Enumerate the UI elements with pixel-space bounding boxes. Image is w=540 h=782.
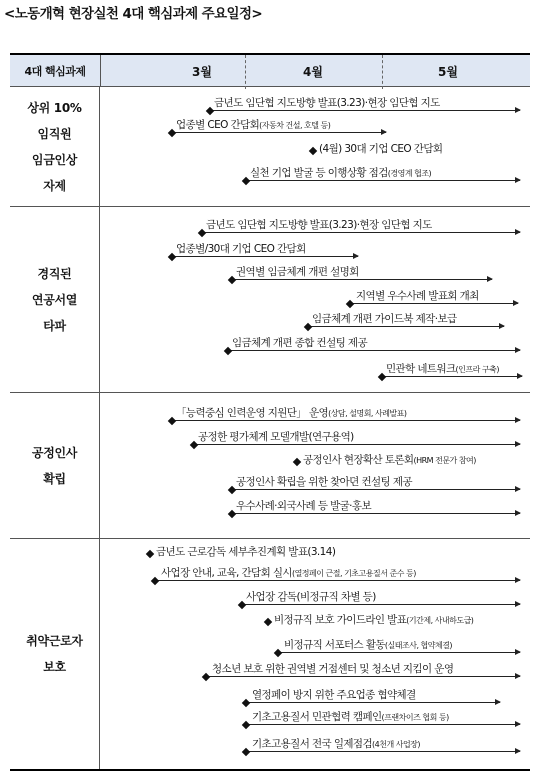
- timeline-line: [232, 279, 492, 280]
- arrow-head-icon: [515, 177, 521, 183]
- arrow-head-icon: [517, 373, 523, 379]
- start-marker: [206, 107, 214, 115]
- item-note: (경영계 협조): [387, 169, 432, 178]
- timeline-line: [350, 303, 518, 304]
- item-note: (4천개 사업장): [372, 740, 421, 749]
- schedule-item: [232, 262, 492, 282]
- section-label-line: 자제: [43, 178, 66, 193]
- section-label-line: 임금인상: [31, 152, 78, 167]
- section-label: [10, 87, 100, 206]
- item-text: [252, 711, 449, 724]
- section-label-line: 확립: [43, 471, 66, 486]
- item-text: 공정한 평가체계 모델개발(연구용역): [198, 431, 354, 443]
- timeline-line: [246, 724, 520, 725]
- timeline-line: [194, 444, 520, 445]
- item-text: 금년도 임단협 지도방향 발표(3.23)·현장 임단협 지도: [214, 97, 440, 109]
- item-note: (자동차 건설, 호텔 등): [259, 121, 331, 130]
- item-title: 실천 기업 발굴 등 이행상황 점검: [250, 167, 388, 179]
- timeline-line: [246, 702, 500, 703]
- section-label-line: 임직원: [37, 126, 72, 141]
- item-title: 사업장 안내, 교육, 간담회 실시: [161, 567, 292, 579]
- arrow-head-icon: [515, 417, 521, 423]
- start-marker: [228, 510, 236, 518]
- month-divider: [245, 55, 246, 89]
- section-fair-hr: [10, 393, 530, 539]
- start-marker: [168, 417, 176, 425]
- item-note: (인프라 구축): [455, 365, 499, 374]
- start-marker: [202, 673, 210, 681]
- item-text: 사업장 감독(비정규직 차별 등): [246, 591, 376, 603]
- start-marker: [228, 486, 236, 494]
- arrow-head-icon: [353, 253, 359, 259]
- start-marker: [242, 177, 250, 185]
- item-text: 우수사례·외국사례 등 발굴·홍보: [236, 500, 372, 512]
- timeline-line: [172, 420, 520, 421]
- month-march: 3월: [192, 65, 212, 79]
- timeline-line: [232, 513, 520, 514]
- item-note: (열정페이 근절, 기초고용질서 준수 등): [291, 569, 416, 578]
- item-note: (HRM 전문가 참여): [413, 456, 476, 465]
- section-top-wage-restraint: [10, 87, 530, 207]
- schedule-item: [278, 635, 520, 655]
- schedule-item: [246, 163, 520, 183]
- start-marker: [378, 373, 386, 381]
- section-label-line: 타파: [43, 318, 66, 333]
- item-title: 비정규직 서포터스 활동: [284, 639, 385, 651]
- arrow-head-icon: [515, 748, 521, 754]
- page-title: <노동개혁 현장실천 4대 핵심과제 주요일정>: [4, 6, 263, 22]
- arrow-head-icon: [515, 673, 521, 679]
- timeline-line: [232, 489, 520, 490]
- arrow-head-icon: [487, 276, 493, 282]
- item-text: 금년도 근로감독 세부추진계획 발표(3.14): [156, 546, 336, 558]
- arrow-head-icon: [515, 601, 521, 607]
- item-text: [303, 454, 476, 467]
- schedule-item: [172, 239, 358, 259]
- item-title: 민관학 네트워크: [386, 363, 456, 375]
- arrow-head-icon: [515, 347, 521, 353]
- item-title: 「능력중심 인력운영 지원단」 운영: [176, 407, 329, 419]
- timeline-line: [206, 676, 520, 677]
- schedule-item: [246, 707, 520, 727]
- schedule-table: [10, 53, 530, 771]
- timeline-line: [246, 180, 520, 181]
- item-text: 열정페이 방지 위한 주요업종 협약체결: [252, 689, 416, 701]
- section-label: [10, 539, 100, 769]
- schedule-item: [350, 286, 518, 306]
- item-title: 비정규직 보호 가이드라인 발표: [274, 614, 407, 626]
- item-title: 기초고용질서 민관협력 캠페인: [252, 711, 382, 723]
- schedule-item: [206, 659, 520, 679]
- item-text: [252, 738, 420, 751]
- month-april: 4월: [303, 65, 323, 79]
- section-label-line: 취약근로자: [26, 634, 83, 648]
- start-marker: [151, 577, 159, 585]
- item-note: (프랜차이즈 협회 등): [381, 713, 449, 722]
- item-text: [284, 639, 452, 652]
- section-label-line: 연공서열: [31, 292, 78, 307]
- month-divider: [382, 55, 383, 89]
- timeline-line: [228, 350, 520, 351]
- schedule-item: [210, 93, 520, 113]
- arrow-head-icon: [513, 300, 519, 306]
- start-marker: [238, 601, 246, 609]
- arrow-head-icon: [515, 441, 521, 447]
- arrow-head-icon: [515, 486, 521, 492]
- schedule-item: [172, 115, 386, 135]
- timeline-line: [278, 652, 520, 653]
- schedule-item: [202, 215, 520, 235]
- schedule-item: [228, 333, 520, 353]
- item-text: [386, 363, 499, 376]
- start-marker: [228, 276, 236, 284]
- start-marker: [224, 347, 232, 355]
- start-marker: [242, 748, 250, 756]
- arrow-head-icon: [499, 323, 505, 329]
- arrow-head-icon: [515, 649, 521, 655]
- timeline-line: [382, 376, 522, 377]
- section-label-line: 경직된: [37, 266, 72, 281]
- item-text: [250, 167, 431, 180]
- item-text: 청소년 보호 위한 권역별 거점센터 및 청소년 지킴이 운영: [212, 663, 454, 675]
- timeline-line: [308, 326, 504, 327]
- month-may: 5월: [438, 65, 458, 79]
- schedule-item: [232, 472, 520, 492]
- schedule-item: [232, 496, 520, 516]
- task-column-header: 4대 핵심과제: [10, 55, 101, 87]
- item-text: 임금체계 개편 종합 컨설팅 제공: [232, 337, 368, 349]
- item-text: 지역별 우수사례 발표회 개최: [356, 290, 479, 302]
- start-marker: [346, 300, 354, 308]
- item-note: (상담, 설명회, 사례발표): [328, 409, 407, 418]
- milestone-marker: [309, 147, 317, 155]
- section-vulnerable-workers: [10, 539, 530, 771]
- item-title: 공정인사 현장확산 토론회: [303, 454, 414, 466]
- item-text: [176, 119, 330, 132]
- item-text: [161, 567, 416, 580]
- start-marker: [242, 699, 250, 707]
- start-marker: [190, 441, 198, 449]
- arrow-head-icon: [515, 229, 521, 235]
- item-note: (실태조사, 협약체결): [384, 641, 453, 650]
- arrow-head-icon: [495, 699, 501, 705]
- start-marker: [242, 721, 250, 729]
- item-text: 공정인사 확립을 위한 찾아뎐 컨설팅 제공: [236, 476, 412, 488]
- arrow-head-icon: [381, 129, 387, 135]
- timeline-line: [202, 232, 520, 233]
- arrow-head-icon: [515, 721, 521, 727]
- section-label: [10, 393, 100, 538]
- start-marker: [168, 129, 176, 137]
- item-text: 금년도 임단협 지도방향 발표(3.23)·현장 임단협 지도: [206, 219, 432, 231]
- item-text: [176, 407, 407, 420]
- schedule-item: [194, 427, 520, 447]
- section-label-line: 보호: [43, 660, 66, 674]
- milestone-marker: [293, 458, 301, 466]
- schedule-item: [155, 563, 520, 583]
- timeline-line: [246, 751, 520, 752]
- item-note: (기간제, 사내하도급): [406, 616, 474, 625]
- item-text: 임금체계 개편 가이드북 제작·보급: [312, 313, 457, 325]
- section-seniority-reform: [10, 207, 530, 393]
- milestone-marker: [146, 550, 154, 558]
- schedule-item: [308, 309, 504, 329]
- section-label-line: 상위 10%: [27, 100, 82, 115]
- section-label-line: 공정인사: [31, 445, 78, 460]
- item-title: 업종별 CEO 간담회: [176, 119, 260, 131]
- section-label: [10, 207, 100, 392]
- arrow-head-icon: [515, 107, 521, 113]
- schedule-item: [242, 587, 520, 607]
- timeline-line: [155, 580, 520, 581]
- start-marker: [168, 253, 176, 261]
- start-marker: [274, 649, 282, 657]
- start-marker: [198, 229, 206, 237]
- item-text: (4월) 30대 기업 CEO 간담회: [319, 143, 443, 155]
- table-header: [10, 53, 530, 87]
- item-title: 기초고용질서 전국 일제점검: [252, 738, 372, 750]
- arrow-head-icon: [515, 510, 521, 516]
- schedule-item: [246, 734, 520, 754]
- timeline-line: [172, 132, 386, 133]
- item-text: 업종별/30대 기업 CEO 간담회: [176, 243, 306, 255]
- milestone-marker: [264, 618, 272, 626]
- arrow-head-icon: [515, 577, 521, 583]
- timeline-line: [172, 256, 358, 257]
- schedule-item: [246, 685, 500, 705]
- timeline-line: [242, 604, 520, 605]
- schedule-item: [382, 359, 522, 379]
- item-text: 권역별 임금체계 개편 설명회: [236, 266, 359, 278]
- schedule-item: [172, 403, 520, 423]
- start-marker: [304, 323, 312, 331]
- timeline-line: [210, 110, 520, 111]
- item-text: [274, 614, 473, 627]
